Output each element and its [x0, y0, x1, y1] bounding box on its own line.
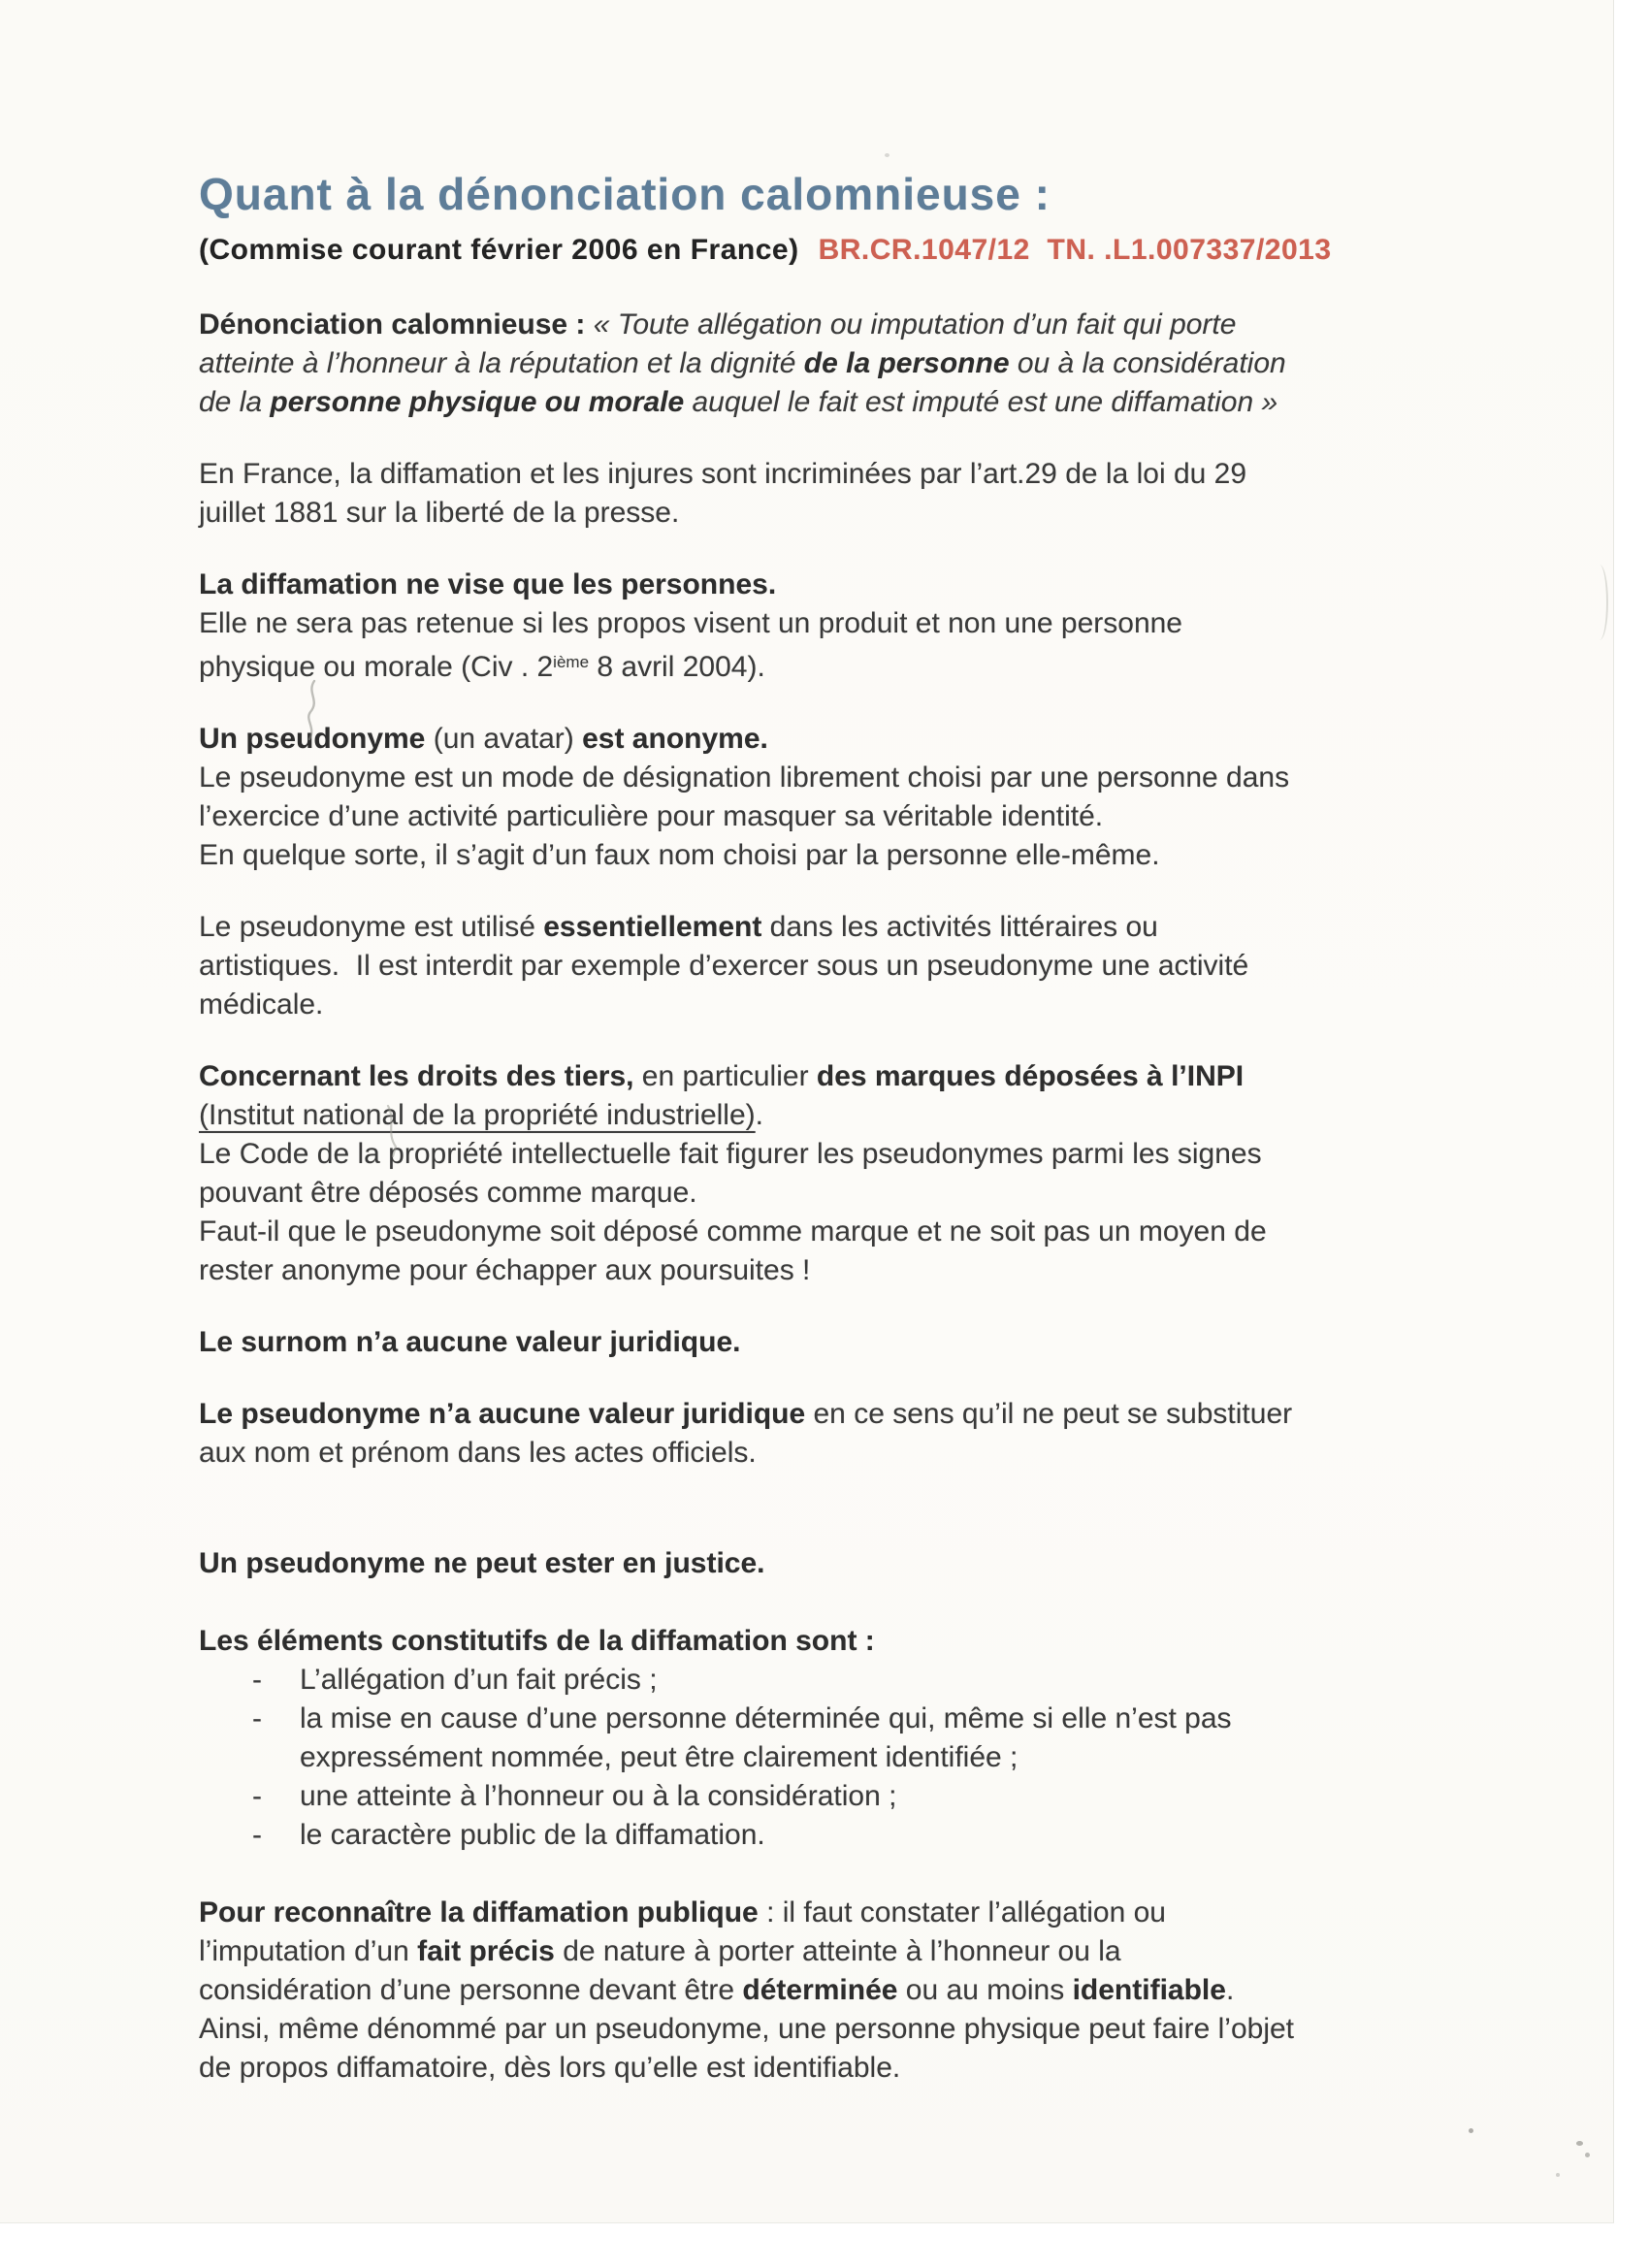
list-item-text: la mise en cause d’une personne déterminée qui, même si elle n’est pas: [300, 1702, 1232, 1734]
text-run: : il faut constater l’allégation ou: [758, 1896, 1166, 1928]
text-line: médicale.: [199, 988, 324, 1021]
text-run: dans les activités littéraires ou: [761, 911, 1158, 943]
case-reference-stamp: BR.CR.1047/12 TN. .L1.007337/2013: [818, 234, 1332, 266]
subtitle-line: [199, 231, 1537, 270]
text-run-bold: essentiellement: [543, 911, 762, 943]
bullet-dash: -: [252, 1702, 262, 1734]
text-run-italic: auquel le fait est imputé est une diffamation »: [684, 386, 1278, 418]
section-heading: [199, 1057, 1537, 1096]
text-line: Faut-il que le pseudonyme soit déposé comme marque et ne soit pas un moyen de: [199, 1215, 1267, 1247]
text-run: en particulier: [633, 1060, 817, 1092]
bullet-dash: -: [252, 1780, 262, 1812]
section-heading: Les éléments constitutifs de la diffamation sont :: [199, 1625, 875, 1657]
list-item-text: une atteinte à l’honneur ou à la considération ;: [300, 1780, 897, 1812]
text-run-bold: Un pseudonyme: [199, 723, 434, 755]
text-run: ou au moins: [897, 1974, 1073, 2006]
list-item-continuation: expressément nommée, peut être clairement identifiée ;: [300, 1741, 1018, 1773]
text-line: [199, 1395, 1537, 1434]
text-line: [199, 1932, 1537, 1971]
text-line: [199, 383, 1537, 422]
text-run-bold: est anonyme.: [582, 723, 768, 755]
text-run-bold: déterminée: [742, 1974, 898, 2006]
section-heading: Un pseudonyme ne peut ester en justice.: [199, 1547, 765, 1579]
section-surnom: [199, 1323, 1537, 1362]
list-item: [199, 1777, 1537, 1816]
text-line: aux nom et prénom dans les actes officiels.: [199, 1437, 757, 1469]
text-run: Le pseudonyme est utilisé: [199, 911, 544, 943]
scan-artifact-speck: [1585, 2153, 1590, 2157]
text-line: [199, 908, 1537, 947]
bullet-dash: -: [252, 1664, 262, 1696]
text-run: 8 avril 2004).: [589, 651, 765, 683]
text-run-italic: de la: [199, 386, 271, 418]
section-elements-constitutifs: [199, 1622, 1537, 1855]
bullet-dash: -: [252, 1819, 262, 1851]
section-pseudonyme-anonyme: [199, 720, 1537, 875]
text-run: en ce sens qu’il ne peut se substituer: [805, 1398, 1293, 1430]
text-run: physique ou morale (Civ . 2: [199, 651, 554, 683]
section-diffamation-personnes: [199, 566, 1537, 687]
section-diffamation-publique: [199, 1894, 1537, 2088]
text-line: Le pseudonyme est un mode de désignation librement choisi par une personne dans: [199, 761, 1290, 794]
scan-artifact-speck: [1576, 2141, 1583, 2146]
underlined-institute-name: (Institut national de la propriété industrielle): [199, 1099, 756, 1131]
text-run-bold: fait précis: [417, 1935, 555, 1967]
text-run-bold: des marques déposées à l’INPI: [816, 1060, 1245, 1092]
scan-artifact-speck: [1469, 2128, 1473, 2133]
text-run: de nature à porter atteinte à l’honneur ou la: [554, 1935, 1121, 1967]
document-body: [199, 169, 1537, 2088]
section-heading: La diffamation ne vise que les personnes.: [199, 568, 777, 600]
text-line: pouvant être déposés comme marque.: [199, 1177, 697, 1209]
text-run-italic: atteinte à l’honneur à la réputation et la dignité: [199, 347, 804, 379]
section-usage-pseudonyme: [199, 908, 1537, 1024]
text-run-bold: identifiable: [1072, 1974, 1226, 2006]
text-line: de propos diffamatoire, dès lors qu’elle est identifiable.: [199, 2052, 901, 2084]
text-line: artistiques. Il est interdit par exemple d’exercer sous un pseudonyme une activité: [199, 950, 1249, 982]
intro-paragraph: [199, 455, 1537, 533]
text-line: rester anonyme pour échapper aux poursuites !: [199, 1254, 811, 1286]
text-line: [199, 1894, 1537, 1932]
text-line: [199, 643, 1537, 687]
text-run-italic: ou à la considération: [1009, 347, 1286, 379]
list-item-text: le caractère public de la diffamation.: [300, 1819, 765, 1851]
section-inpi: [199, 1057, 1537, 1290]
text-line: [199, 1096, 1537, 1135]
scan-artifact-speck: [1556, 2173, 1560, 2177]
text-run-bold: Concernant les droits des tiers,: [199, 1060, 634, 1092]
list-item: [199, 1816, 1537, 1855]
text-run-bold: Dénonciation calomnieuse :: [199, 308, 594, 340]
text-line: [199, 344, 1537, 383]
text-run: considération d’une personne devant être: [199, 1974, 743, 2006]
text-run-bold: Le pseudonyme n’a aucune valeur juridique: [199, 1398, 806, 1430]
text-line: Elle ne sera pas retenue si les propos visent un produit et non une personne: [199, 607, 1182, 639]
ordinal-superscript: ième: [553, 653, 590, 671]
text-line: En quelque sorte, il s’agit d’un faux nom choisi par la personne elle-même.: [199, 839, 1160, 871]
text-line: En France, la diffamation et les injures sont incriminées par l’art.29 de la loi du 29: [199, 458, 1247, 490]
text-line: juillet 1881 sur la liberté de la presse.: [199, 497, 680, 529]
text-line: Ainsi, même dénommé par un pseudonyme, une personne physique peut faire l’objet: [199, 2013, 1295, 2045]
section-valeur-juridique: [199, 1395, 1537, 1473]
section-ester-justice: [199, 1544, 1537, 1583]
text-line: [199, 306, 1537, 344]
page-title: Quant à la dénonciation calomnieuse :: [199, 169, 1051, 219]
list-item: [199, 1661, 1537, 1700]
section-heading: Le surnom n’a aucune valeur juridique.: [199, 1326, 741, 1358]
subtitle-text: (Commise courant février 2006 en France): [199, 234, 799, 266]
text-line: [199, 1971, 1537, 2010]
text-run-bold-italic: de la personne: [803, 347, 1010, 379]
text-run: .: [755, 1099, 763, 1131]
text-run-bold: Pour reconnaître la diffamation publique: [199, 1896, 759, 1928]
text-run-italic: « Toute allégation ou imputation d’un fait qui porte: [593, 308, 1237, 340]
text-line: Le Code de la propriété intellectuelle fait figurer les pseudonymes parmi les signes: [199, 1138, 1262, 1170]
definition-paragraph: [199, 306, 1537, 422]
section-heading: [199, 720, 1537, 759]
text-line: l’exercice d’une activité particulière pour masquer sa véritable identité.: [199, 800, 1104, 832]
scan-artifact-speck: [885, 153, 889, 157]
text-run: l’imputation d’un: [199, 1935, 418, 1967]
scan-artifact-edge-line: [1591, 565, 1608, 640]
list-item-text: L’allégation d’un fait précis ;: [300, 1664, 658, 1696]
text-run: .: [1225, 1974, 1235, 2006]
list-item: [199, 1700, 1537, 1738]
text-run-bold-italic: personne physique ou morale: [270, 386, 685, 418]
text-run: (un avatar): [433, 723, 583, 755]
